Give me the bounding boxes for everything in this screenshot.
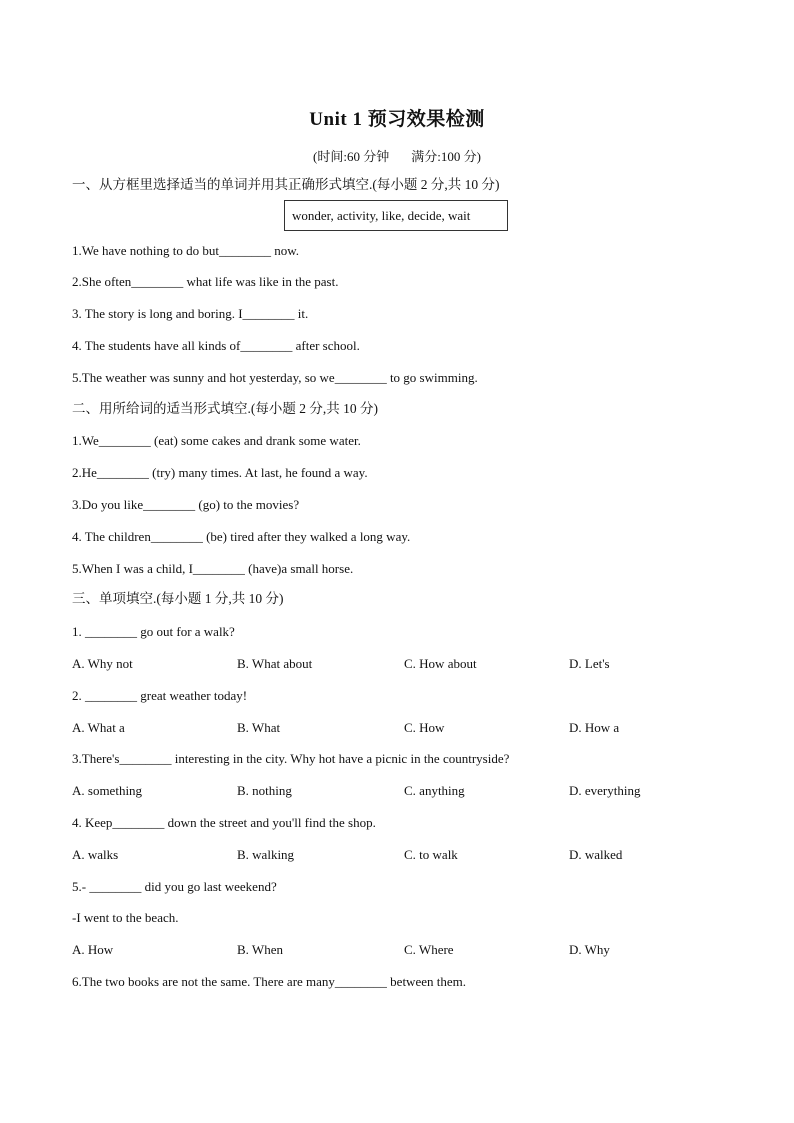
- s1-item-3: 3. The story is long and boring. I________ it.: [72, 306, 309, 321]
- word-box: wonder, activity, like, decide, wait: [284, 200, 508, 231]
- s3-q4-option-a: A. walks: [72, 847, 119, 862]
- s1-item-2: 2.She often________ what life was like in the past.: [72, 274, 339, 289]
- s3-q6-stem: 6.The two books are not the same. There are many________ between them.: [72, 974, 466, 989]
- page-title: Unit 1 预习效果检测: [309, 109, 485, 130]
- s3-q5-stem-response: -I went to the beach.: [72, 910, 179, 925]
- s3-q5-stem: 5.- ________ did you go last weekend?: [72, 879, 277, 894]
- s2-item-2: 2.He________ (try) many times. At last, he found a way.: [72, 465, 368, 480]
- time-limit: (时间:60 分钟: [313, 149, 390, 164]
- s3-q4-option-d: D. walked: [569, 847, 623, 862]
- s3-q3-option-d: D. everything: [569, 783, 641, 798]
- s3-q5-option-b: B. When: [237, 942, 283, 957]
- s3-q1-option-b: B. What about: [237, 656, 313, 671]
- s3-q2-option-d: D. How a: [569, 720, 620, 735]
- s1-item-5: 5.The weather was sunny and hot yesterday, so we________ to go swimming.: [72, 370, 478, 385]
- s2-item-4: 4. The children________ (be) tired after they walked a long way.: [72, 529, 411, 544]
- s3-q5-option-c: C. Where: [404, 942, 454, 957]
- section-3-heading: 三、单项填空.(每小题 1 分,共 10 分): [72, 591, 284, 606]
- s3-q2-option-a: A. What a: [72, 720, 125, 735]
- s3-q2-option-b: B. What: [237, 720, 281, 735]
- s3-q1-option-d: D. Let's: [569, 656, 610, 671]
- s3-q5-option-d: D. Why: [569, 942, 610, 957]
- section-1-heading: 一、从方框里选择适当的单词并用其正确形式填空.(每小题 2 分,共 10 分): [72, 177, 500, 192]
- s3-q3-option-c: C. anything: [404, 783, 465, 798]
- full-score: 满分:100 分): [411, 149, 481, 164]
- s3-q1-option-a: A. Why not: [72, 656, 133, 671]
- section-2-heading: 二、用所给词的适当形式填空.(每小题 2 分,共 10 分): [72, 401, 378, 416]
- s1-item-4: 4. The students have all kinds of________ after school.: [72, 338, 360, 353]
- s3-q4-option-b: B. walking: [237, 847, 295, 862]
- s3-q2-stem: 2. ________ great weather today!: [72, 688, 248, 703]
- s3-q4-stem: 4. Keep________ down the street and you'll find the shop.: [72, 815, 376, 830]
- s3-q2-option-c: C. How: [404, 720, 445, 735]
- s3-q1-stem: 1. ________ go out for a walk?: [72, 624, 235, 639]
- s3-q3-option-a: A. something: [72, 783, 143, 798]
- s3-q4-option-c: C. to walk: [404, 847, 458, 862]
- s3-q3-option-b: B. nothing: [237, 783, 292, 798]
- s2-item-3: 3.Do you like________ (go) to the movies?: [72, 497, 300, 512]
- s3-q1-option-c: C. How about: [404, 656, 477, 671]
- s2-item-5: 5.When I was a child, I________ (have)a small horse.: [72, 561, 354, 576]
- page-subtitle: [0, 146, 794, 165]
- s2-item-1: 1.We________ (eat) some cakes and drank some water.: [72, 433, 361, 448]
- s3-q3-stem: 3.There's________ interesting in the city. Why hot have a picnic in the countryside?: [72, 751, 510, 766]
- s3-q5-option-a: A. How: [72, 942, 114, 957]
- s1-item-1: 1.We have nothing to do but________ now.: [72, 243, 300, 258]
